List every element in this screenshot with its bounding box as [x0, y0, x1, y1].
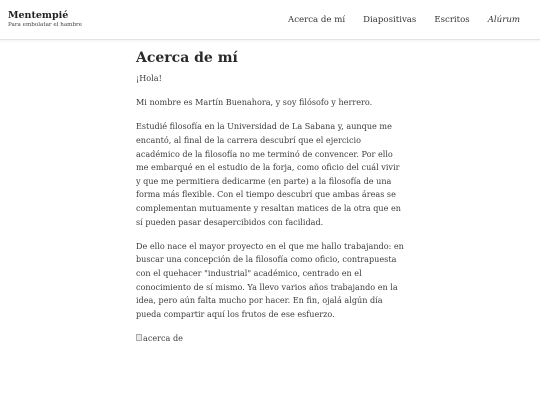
about-image-alt: acerca de [143, 332, 183, 343]
main-nav [288, 15, 520, 25]
nav-item-escritos[interactable]: Escritos [434, 15, 470, 25]
site-title[interactable]: Mentempié [8, 10, 69, 21]
site-brand[interactable] [8, 10, 82, 29]
paragraph-greeting: ¡Hola! [136, 73, 162, 83]
paragraph-project: De ello nace el mayor proyecto en el que me hallo trabajando: en buscar una concepción de la filosofía como oficio, contrapuesta con el quehacer "industrial" académico, centrado en el conocimiento de sí mismo. Ya llevo varios años trabajando en la idea, pero aún falta mucho por hacer. En fin, ojalá algún día pueda compartir aquí los frutos de ese esfuerzo. [136, 240, 404, 319]
nav-item-diapositivas[interactable]: Diapositivas [363, 15, 417, 25]
paragraph-studies: Estudié filosofía en la Universidad de La Sabana y, aunque me encantó, al final de la carrera descubrí que el ejercicio académico de la filosofía no me terminó de convencer. Por ello me embarqué en el estudio de la forja, como oficio del cuál vivir y que me permitiera dedicarme (en parte) a la filosofía de una forma más flexible. Con el tiempo descubrí que ambas áreas se complementan mutuamente y resaltan matices de la otra que en sí pueden pasar desapercibidos con facilidad. [136, 121, 401, 227]
about-image [136, 332, 406, 344]
page-content [136, 48, 406, 344]
page-title: Acerca de mí [136, 50, 238, 66]
paragraph-intro: Mi nombre es Martín Buenahora, y soy filósofo y herrero. [136, 97, 373, 108]
site-header [0, 0, 540, 40]
broken-image-icon [136, 334, 142, 341]
site-tagline: Para embolatar el hambre [8, 22, 83, 28]
nav-item-acerca[interactable]: Acerca de mí [288, 15, 346, 25]
nav-item-alurum[interactable]: Alúrum [487, 15, 520, 25]
